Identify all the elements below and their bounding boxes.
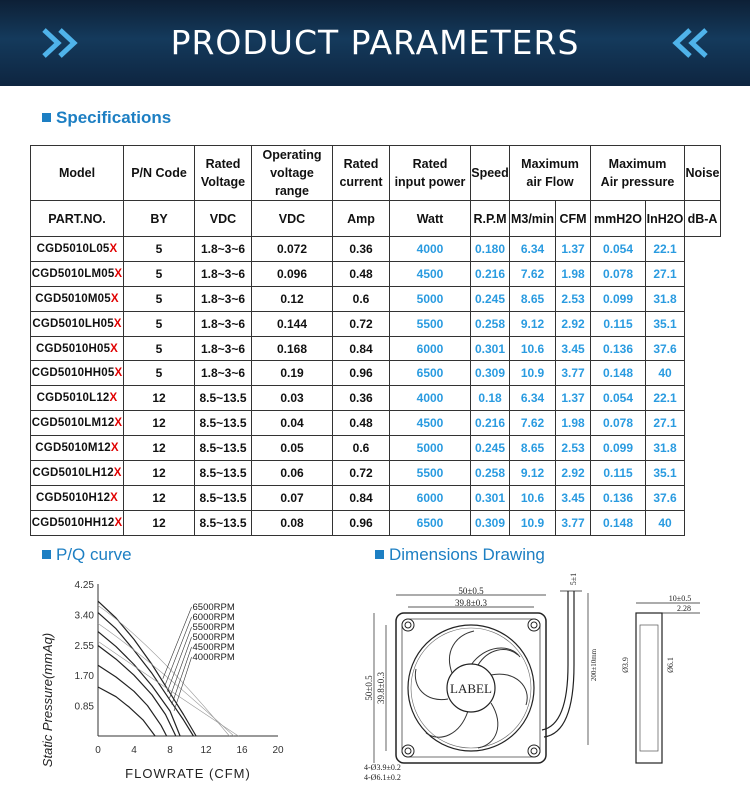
part-number-cell [31, 436, 124, 461]
y-tick-label: 2.55 [74, 640, 94, 652]
table-row [31, 436, 721, 461]
speed-cell: 4000 [390, 237, 471, 262]
cfm-cell: 9.12 [510, 461, 556, 486]
x-tick-label: 0 [95, 745, 101, 756]
voltage-cell: 5 [124, 336, 195, 361]
speed-cell: 5000 [390, 286, 471, 311]
legend-entry: 5000RPM [192, 632, 235, 643]
part-number: CGD5010LM05 [31, 267, 115, 280]
bullet-square-icon [42, 113, 51, 122]
range-cell: 1.8~3~6 [195, 336, 252, 361]
table-row [31, 336, 721, 361]
legend-leader [163, 607, 192, 679]
header-banner [0, 0, 750, 86]
unit-inh2o: InH2O [646, 201, 685, 237]
current-cell: 0.168 [252, 336, 333, 361]
legend-entry: 5500RPM [192, 622, 235, 633]
header-rated-voltage: Rated Voltage [195, 146, 252, 201]
cfm-cell: 8.65 [510, 436, 556, 461]
part-suffix: X [110, 442, 119, 455]
part-number-cell [31, 510, 124, 535]
speed-cell: 6000 [390, 485, 471, 510]
part-number-cell [31, 485, 124, 510]
m3-cell: 0.309 [471, 361, 510, 386]
table-row [31, 461, 721, 486]
cfm-cell: 6.34 [510, 386, 556, 411]
current-cell: 0.08 [252, 510, 333, 535]
voltage-cell: 12 [124, 386, 195, 411]
m3-cell: 0.180 [471, 237, 510, 262]
legend-entry: 6000RPM [192, 612, 235, 623]
mmh2o-cell: 1.37 [556, 386, 591, 411]
part-number-cell [31, 361, 124, 386]
current-cell: 0.05 [252, 436, 333, 461]
inh2o-cell: 0.054 [591, 237, 646, 262]
noise-cell: 35.1 [646, 311, 685, 336]
range-cell: 8.5~13.5 [195, 411, 252, 436]
pq-curve-heading-text: P/Q curve [56, 545, 132, 564]
bullet-square-icon [375, 550, 384, 559]
y-axis-label: Static Pressure(mmAq) [40, 632, 55, 768]
inh2o-cell: 0.148 [591, 510, 646, 535]
inh2o-cell: 0.099 [591, 436, 646, 461]
dim-d2: Ø6.1 [666, 657, 675, 673]
voltage-cell: 12 [124, 436, 195, 461]
note-holes-b: 4-Ø6.1±0.2 [364, 773, 401, 782]
mmh2o-cell: 2.92 [556, 461, 591, 486]
noise-cell: 37.6 [646, 336, 685, 361]
part-suffix: X [113, 466, 122, 479]
pq-chart-svg [30, 574, 320, 784]
speed-cell: 4500 [390, 261, 471, 286]
specifications-heading-text: Specifications [56, 108, 172, 127]
cfm-cell: 7.62 [510, 261, 556, 286]
header-row [31, 146, 721, 201]
current-cell: 0.06 [252, 461, 333, 486]
dimensions-heading-text: Dimensions Drawing [389, 545, 545, 564]
table-row [31, 485, 721, 510]
inh2o-cell: 0.136 [591, 336, 646, 361]
page-title: PRODUCT PARAMETERS [170, 23, 580, 62]
noise-cell: 40 [646, 361, 685, 386]
power-cell: 0.72 [333, 461, 390, 486]
voltage-cell: 5 [124, 237, 195, 262]
units-row [31, 201, 721, 237]
part-suffix: X [114, 417, 123, 430]
part-number: CGD5010HH05 [31, 367, 115, 380]
table-row [31, 411, 721, 436]
part-number-cell [31, 286, 124, 311]
part-number: CGD5010LH12 [32, 466, 114, 479]
cfm-cell: 9.12 [510, 311, 556, 336]
part-number-cell [31, 386, 124, 411]
power-cell: 0.36 [333, 386, 390, 411]
noise-cell: 37.6 [646, 485, 685, 510]
unit-power: Watt [390, 201, 471, 237]
noise-cell: 22.1 [646, 237, 685, 262]
inh2o-cell: 0.078 [591, 411, 646, 436]
table-row [31, 386, 721, 411]
x-tick-label: 20 [272, 745, 284, 756]
unit-range: VDC [252, 201, 333, 237]
power-cell: 0.48 [333, 411, 390, 436]
pn-code-value: BY [124, 201, 195, 237]
m3-cell: 0.301 [471, 485, 510, 510]
header-noise: Noise [685, 146, 721, 201]
cfm-cell: 10.9 [510, 361, 556, 386]
current-cell: 0.12 [252, 286, 333, 311]
part-number: CGD5010L12 [36, 392, 110, 405]
range-cell: 1.8~3~6 [195, 311, 252, 336]
legend-entry: 4500RPM [192, 642, 235, 653]
unit-noise: dB-A [685, 201, 721, 237]
part-suffix: X [110, 292, 119, 305]
part-number-cell [31, 336, 124, 361]
m3-cell: 0.245 [471, 286, 510, 311]
unit-voltage: VDC [195, 201, 252, 237]
header-max-airflow: Maximum air Flow [510, 146, 591, 201]
x-axis-label: FLOWRATE (CFM) [125, 766, 251, 781]
series-line-4000rpm [98, 687, 155, 736]
voltage-cell: 5 [124, 261, 195, 286]
header-speed: Speed [471, 146, 510, 201]
header-operating-voltage: Operating voltage range [252, 146, 333, 201]
power-cell: 0.96 [333, 510, 390, 535]
mmh2o-cell: 1.37 [556, 237, 591, 262]
inh2o-cell: 0.054 [591, 386, 646, 411]
part-suffix: X [114, 267, 123, 280]
m3-cell: 0.216 [471, 411, 510, 436]
part-suffix: X [114, 367, 123, 380]
power-cell: 0.72 [333, 311, 390, 336]
mmh2o-cell: 2.53 [556, 286, 591, 311]
part-suffix: X [114, 516, 123, 529]
power-cell: 0.6 [333, 286, 390, 311]
m3-cell: 0.216 [471, 261, 510, 286]
unit-mmh2o: mmH2O [591, 201, 646, 237]
range-cell: 1.8~3~6 [195, 286, 252, 311]
inh2o-cell: 0.115 [591, 461, 646, 486]
pq-curve-heading [42, 545, 132, 565]
cfm-cell: 8.65 [510, 286, 556, 311]
inh2o-cell: 0.099 [591, 286, 646, 311]
part-suffix: X [109, 392, 118, 405]
m3-cell: 0.258 [471, 311, 510, 336]
dim-hole-spacing: 39.8±0.3 [455, 598, 487, 608]
power-cell: 0.36 [333, 237, 390, 262]
part-suffix: X [110, 342, 119, 355]
table-row [31, 261, 721, 286]
part-number: CGD5010M12 [35, 442, 111, 455]
part-suffix: X [110, 491, 119, 504]
current-cell: 0.04 [252, 411, 333, 436]
mmh2o-cell: 1.98 [556, 411, 591, 436]
x-tick-label: 8 [167, 745, 173, 756]
dim-hole-spacing-v: 39.8±0.3 [376, 672, 386, 704]
voltage-cell: 5 [124, 311, 195, 336]
range-cell: 8.5~13.5 [195, 386, 252, 411]
range-cell: 1.8~3~6 [195, 237, 252, 262]
table-row [31, 311, 721, 336]
unit-m3: M3/min [510, 201, 556, 237]
dim-height: 50±0.5 [364, 675, 374, 701]
unit-cfm: CFM [556, 201, 591, 237]
part-suffix: X [113, 317, 122, 330]
current-cell: 0.144 [252, 311, 333, 336]
y-tick-label: 3.40 [74, 610, 94, 622]
specifications-heading [42, 108, 171, 128]
header-max-pressure: Maximum Air pressure [591, 146, 685, 201]
range-cell: 8.5~13.5 [195, 510, 252, 535]
m3-cell: 0.301 [471, 336, 510, 361]
power-cell: 0.6 [333, 436, 390, 461]
voltage-cell: 5 [124, 286, 195, 311]
current-cell: 0.07 [252, 485, 333, 510]
note-holes-a: 4-Ø3.9±0.2 [364, 763, 401, 772]
dim-wire-offset: 5±1 [569, 572, 578, 586]
power-cell: 0.84 [333, 485, 390, 510]
power-cell: 0.84 [333, 336, 390, 361]
voltage-cell: 5 [124, 361, 195, 386]
voltage-cell: 12 [124, 461, 195, 486]
power-cell: 0.48 [333, 261, 390, 286]
cfm-cell: 10.6 [510, 485, 556, 510]
m3-cell: 0.309 [471, 510, 510, 535]
dim-width: 50±0.5 [458, 586, 484, 596]
bullet-square-icon [42, 550, 51, 559]
range-cell: 8.5~13.5 [195, 436, 252, 461]
m3-cell: 0.258 [471, 461, 510, 486]
hub-label: LABEL [450, 681, 492, 696]
y-tick-label: 4.25 [74, 580, 94, 591]
header-rated-power: Rated input power [390, 146, 471, 201]
part-number: CGD5010LH05 [32, 317, 114, 330]
voltage-cell: 12 [124, 510, 195, 535]
mmh2o-cell: 3.45 [556, 485, 591, 510]
current-cell: 0.096 [252, 261, 333, 286]
inh2o-cell: 0.136 [591, 485, 646, 510]
y-tick-label: 1.70 [74, 671, 94, 683]
legend-entry: 6500RPM [192, 602, 235, 613]
part-number-cell [31, 461, 124, 486]
current-cell: 0.072 [252, 237, 333, 262]
x-tick-label: 12 [200, 745, 212, 756]
part-number: CGD5010M05 [35, 292, 111, 305]
unit-speed: R.P.M [471, 201, 510, 237]
y-tick-label: 0.85 [74, 701, 94, 713]
dimensions-drawing [360, 565, 730, 785]
mmh2o-cell: 3.77 [556, 361, 591, 386]
unit-current: Amp [333, 201, 390, 237]
mmh2o-cell: 3.77 [556, 510, 591, 535]
speed-cell: 4500 [390, 411, 471, 436]
voltage-cell: 12 [124, 485, 195, 510]
table-row [31, 237, 721, 262]
part-number-cell [31, 411, 124, 436]
part-number: CGD5010LM12 [31, 417, 115, 430]
m3-cell: 0.18 [471, 386, 510, 411]
noise-cell: 40 [646, 510, 685, 535]
noise-cell: 31.8 [646, 286, 685, 311]
speed-cell: 5500 [390, 311, 471, 336]
dim-frame: 2.28 [677, 604, 691, 613]
range-cell: 1.8~3~6 [195, 261, 252, 286]
noise-cell: 31.8 [646, 436, 685, 461]
cfm-cell: 6.34 [510, 237, 556, 262]
legend-entry: 4000RPM [192, 652, 235, 663]
part-number: CGD5010L05 [36, 242, 110, 255]
header-pn-code: P/N Code [124, 146, 195, 201]
mmh2o-cell: 1.98 [556, 261, 591, 286]
cfm-cell: 7.62 [510, 411, 556, 436]
speed-cell: 5500 [390, 461, 471, 486]
mmh2o-cell: 2.92 [556, 311, 591, 336]
inh2o-cell: 0.148 [591, 361, 646, 386]
dim-lead-length: 200±10mm [590, 648, 598, 682]
speed-cell: 6500 [390, 361, 471, 386]
part-number-cell [31, 311, 124, 336]
cfm-cell: 10.9 [510, 510, 556, 535]
spec-table [30, 145, 721, 536]
noise-cell: 27.1 [646, 261, 685, 286]
part-number: CGD5010H05 [35, 342, 111, 355]
power-cell: 0.96 [333, 361, 390, 386]
unit-part-no: PART.NO. [31, 201, 124, 237]
inh2o-cell: 0.115 [591, 311, 646, 336]
m3-cell: 0.245 [471, 436, 510, 461]
table-row [31, 286, 721, 311]
noise-cell: 22.1 [646, 386, 685, 411]
x-tick-label: 16 [236, 745, 248, 756]
range-cell: 8.5~13.5 [195, 485, 252, 510]
current-cell: 0.19 [252, 361, 333, 386]
range-cell: 1.8~3~6 [195, 361, 252, 386]
speed-cell: 6000 [390, 336, 471, 361]
dim-d1: Ø3.9 [621, 657, 630, 673]
range-cell: 8.5~13.5 [195, 461, 252, 486]
part-number-cell [31, 261, 124, 286]
dimensions-heading [375, 545, 545, 565]
inh2o-cell: 0.078 [591, 261, 646, 286]
legend-leader [165, 617, 192, 685]
part-suffix: X [109, 242, 118, 255]
voltage-cell: 12 [124, 411, 195, 436]
current-cell: 0.03 [252, 386, 333, 411]
noise-cell: 27.1 [646, 411, 685, 436]
dim-thickness: 10±0.5 [668, 594, 692, 603]
header-rated-current: Rated current [333, 146, 390, 201]
table-row [31, 361, 721, 386]
pq-chart [30, 574, 320, 784]
speed-cell: 6500 [390, 510, 471, 535]
speed-cell: 5000 [390, 436, 471, 461]
part-number: CGD5010HH12 [31, 516, 115, 529]
part-number: CGD5010H12 [35, 491, 111, 504]
mmh2o-cell: 2.53 [556, 436, 591, 461]
header-model: Model [31, 146, 124, 201]
x-tick-label: 4 [131, 745, 137, 756]
part-number-cell [31, 237, 124, 262]
mmh2o-cell: 3.45 [556, 336, 591, 361]
noise-cell: 35.1 [646, 461, 685, 486]
speed-cell: 4000 [390, 386, 471, 411]
table-row [31, 510, 721, 535]
legend-leader [172, 647, 192, 705]
cfm-cell: 10.6 [510, 336, 556, 361]
